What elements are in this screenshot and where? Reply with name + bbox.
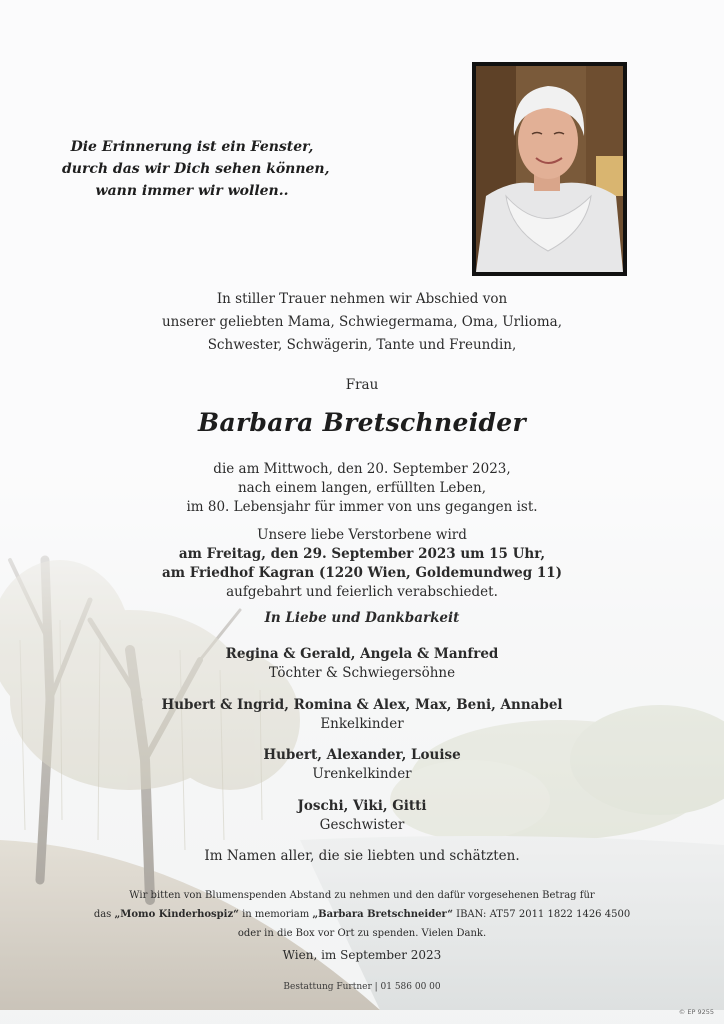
family-relation: Geschwister bbox=[319, 817, 405, 833]
donation-text: das bbox=[93, 909, 115, 920]
family-group bbox=[0, 746, 724, 784]
intro-line: Schwester, Schwägerin, Tante und Freundin, bbox=[207, 337, 517, 353]
donation-text: in memoriam bbox=[238, 909, 313, 920]
salutation: Frau bbox=[345, 377, 379, 393]
family-relation: Urenkelkinder bbox=[312, 766, 412, 782]
donation-request bbox=[0, 886, 724, 943]
death-line: nach einem langen, erfüllten Leben, bbox=[237, 480, 487, 496]
intro-text bbox=[0, 288, 724, 357]
thanks-heading: In Liebe und Dankbarkeit bbox=[264, 610, 460, 626]
family-names: Regina & Gerald, Angela & Manfred bbox=[225, 646, 499, 662]
donation-line: oder in die Box vor Ort zu spenden. Vielen Dank. bbox=[237, 928, 487, 939]
family-group bbox=[0, 645, 724, 683]
portrait-photo bbox=[476, 66, 623, 272]
family-names: Hubert & Ingrid, Romina & Alex, Max, Beni, Annabel bbox=[161, 697, 563, 713]
undertaker-info: Bestattung Furtner | 01 586 00 00 bbox=[283, 982, 441, 992]
portrait-photo-frame bbox=[472, 62, 627, 276]
funeral-closing: aufgebahrt und feierlich verabschiedet. bbox=[226, 584, 498, 600]
on-behalf-line: Im Namen aller, die sie liebten und schätzten. bbox=[204, 848, 520, 864]
memoriam-name: „Barbara Bretschneider“ bbox=[312, 909, 453, 920]
quote-line: durch das wir Dich sehen können, bbox=[62, 161, 330, 177]
intro-line: In stiller Trauer nehmen wir Abschied von bbox=[216, 291, 508, 307]
family-group bbox=[0, 797, 724, 835]
memorial-quote bbox=[62, 136, 330, 202]
death-line: die am Mittwoch, den 20. September 2023, bbox=[213, 461, 511, 477]
intro-line: unserer geliebten Mama, Schwiegermama, Oma, Urlioma, bbox=[161, 314, 563, 330]
donation-line: Wir bitten von Blumenspenden Abstand zu nehmen und den dafür vorgesehenen Betrag für bbox=[129, 890, 595, 901]
donation-line bbox=[0, 905, 724, 924]
death-line: im 80. Lebensjahr für immer von uns gegangen ist. bbox=[186, 499, 538, 515]
iban-text: IBAN: AT57 2011 1822 1426 4500 bbox=[452, 909, 631, 920]
place-date: Wien, im September 2023 bbox=[282, 948, 442, 962]
family-relation: Töchter & Schwiegersöhne bbox=[268, 665, 456, 681]
funeral-date: am Freitag, den 29. September 2023 um 15 Uhr, bbox=[178, 546, 546, 562]
family-relation: Enkelkinder bbox=[320, 716, 404, 732]
family-names: Joschi, Viki, Gitti bbox=[297, 798, 427, 814]
death-notice bbox=[0, 460, 724, 517]
funeral-details bbox=[0, 526, 724, 602]
charity-name: „Momo Kinderhospiz“ bbox=[114, 909, 239, 920]
quote-line: Die Erinnerung ist ein Fenster, bbox=[70, 139, 314, 155]
family-group bbox=[0, 696, 724, 734]
print-code: © EP 9255 bbox=[678, 1008, 714, 1016]
quote-line: wann immer wir wollen.. bbox=[95, 183, 289, 199]
funeral-place: am Friedhof Kagran (1220 Wien, Goldemundweg 11) bbox=[161, 565, 563, 581]
family-names: Hubert, Alexander, Louise bbox=[263, 747, 461, 763]
deceased-name: Barbara Bretschneider bbox=[198, 408, 526, 437]
funeral-intro: Unsere liebe Verstorbene wird bbox=[257, 527, 467, 543]
